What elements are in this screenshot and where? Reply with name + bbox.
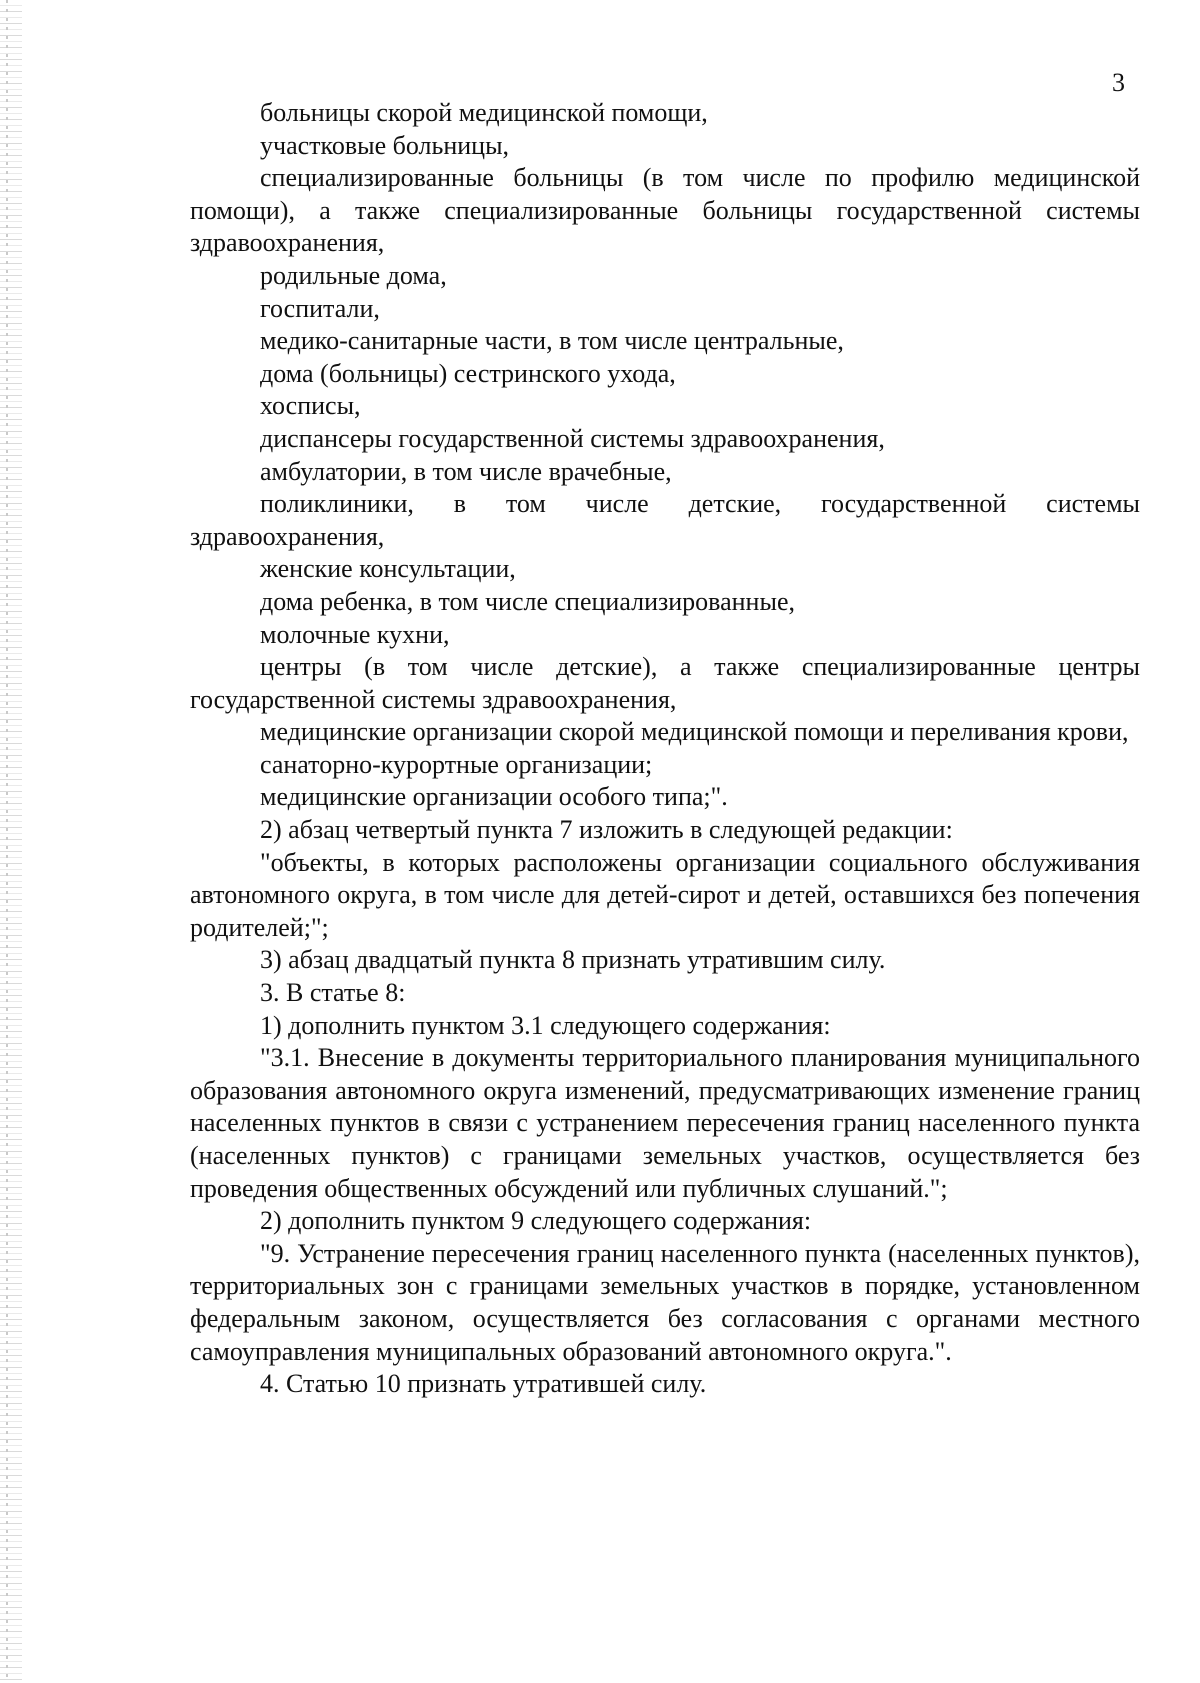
paragraph: госпитали, (260, 293, 380, 323)
paragraph: диспансеры государственной системы здравоохранения, (260, 423, 885, 453)
paragraph: 2) дополнить пунктом 9 следующего содержания: (260, 1206, 812, 1236)
paragraph: амбулатории, в том числе врачебные, (260, 456, 672, 486)
paragraph: дома ребенка, в том числе специализированные, (260, 586, 795, 616)
paragraph: женские консультации, (260, 554, 516, 584)
paragraph: "3.1. Внесение в документы территориального планирования муниципального образования автономного округа изменений, предусматривающих изменение границ населенных пунктов в связи с устранением пересечения границ населенного пункта (населенных пунктов) с границами земельных участков, осуществляется без проведения общественных обсуждений или публичных слушаний."; (190, 1043, 1140, 1203)
paragraph: родильные дома, (260, 260, 447, 290)
paragraph: медицинские организации особого типа;". (260, 782, 728, 812)
paragraph: больницы скорой медицинской помощи, (260, 98, 708, 127)
paragraph: медико-санитарные части, в том числе центральные, (260, 326, 844, 356)
paragraph: 3. В статье 8: (260, 978, 406, 1008)
paragraph: 2) абзац четвертый пункта 7 изложить в следующей редакции: (260, 815, 953, 845)
paragraph: 4. Статью 10 признать утратившей силу. (260, 1369, 707, 1399)
paragraph: 1) дополнить пунктом 3.1 следующего содержания: (260, 1010, 831, 1040)
paragraph: центры (в том числе детские), а также специализированные центры государственной системы здравоохранения, (190, 652, 1140, 714)
paragraph: поликлиники, в том числе детские, государственной системы здравоохранения, (190, 489, 1140, 551)
document-body (190, 97, 1140, 1401)
paragraph: хосписы, (260, 391, 361, 421)
paragraph: специализированные больницы (в том числе по профилю медицинской помощи), а также специализированные больницы государственной системы здравоохранения, (190, 163, 1140, 258)
scan-edge-artifact (0, 0, 22, 1683)
page-number: 3 (1112, 68, 1125, 97)
paragraph: медицинские организации скорой медицинской помощи и переливания крови, (260, 717, 1129, 747)
paragraph: участковые больницы, (260, 130, 510, 160)
paragraph: "9. Устранение пересечения границ населенного пункта (населенных пунктов), территориальных зон с границами земельных участков в порядке, установленном федеральным законом, осуществляется без согласования с органами местного самоуправления муниципальных образований автономного округа.". (190, 1238, 1140, 1366)
paragraph: молочные кухни, (260, 619, 450, 649)
paragraph: 3) абзац двадцатый пункта 8 признать утратившим силу. (260, 945, 886, 975)
paragraph: "объекты, в которых расположены организации социального обслуживания автономного округа, в том числе для детей-сирот и детей, оставшихся без попечения родителей;"; (190, 847, 1140, 942)
paragraph: санаторно-курортные организации; (260, 749, 653, 779)
paragraph: дома (больницы) сестринского ухода, (260, 358, 676, 388)
